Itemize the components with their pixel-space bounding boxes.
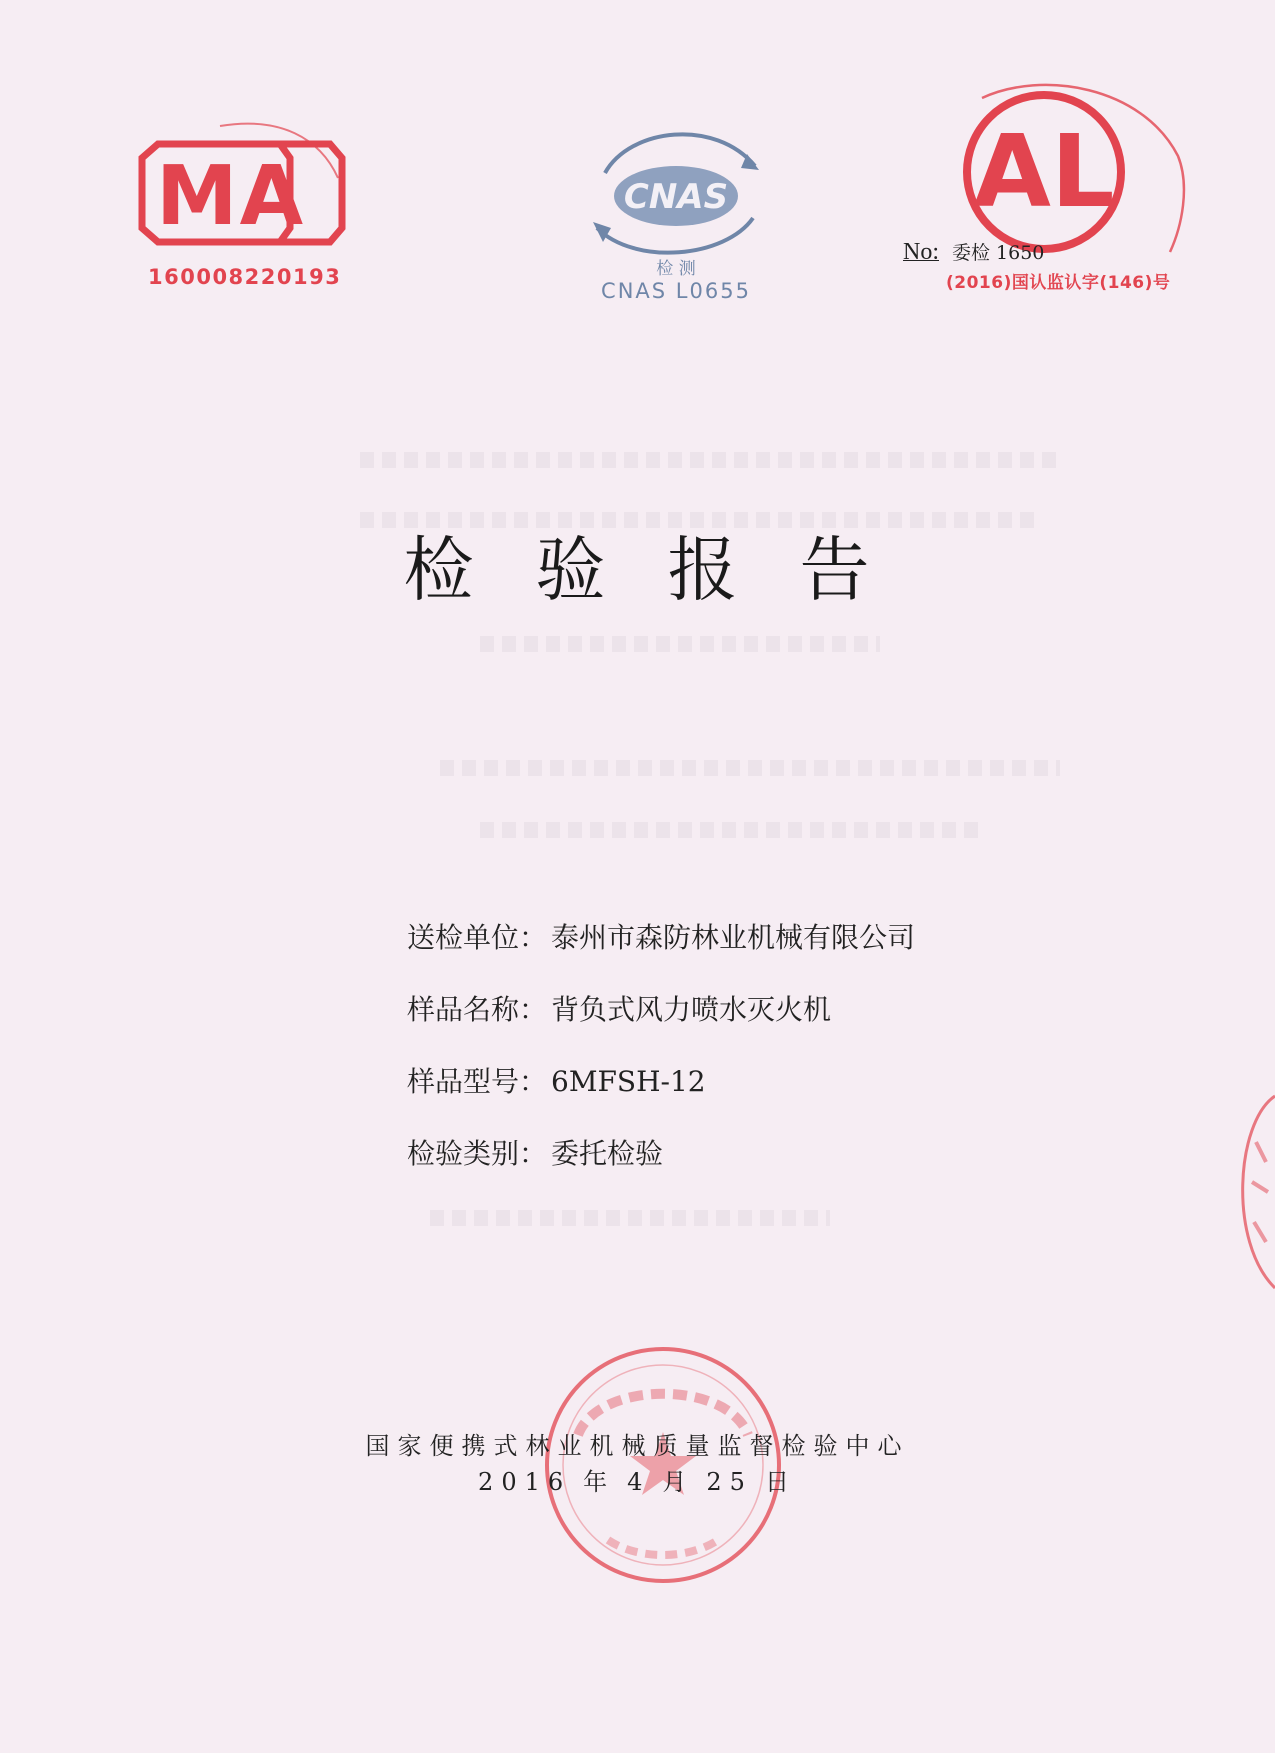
cal-letters: AL <box>973 113 1115 230</box>
date-month: 4 <box>627 1468 651 1496</box>
report-number-label: No: <box>903 239 939 265</box>
bleed-through-line <box>440 760 1060 776</box>
field-sample-model <box>407 1060 706 1100</box>
date-year: 2016 <box>478 1468 572 1496</box>
field-label: 送检单位： <box>407 921 548 954</box>
accreditation-code: (2016)国认监认字(146)号 <box>946 273 1171 293</box>
date-day: 25 <box>706 1468 753 1496</box>
date-day-unit: 日 <box>764 1468 797 1496</box>
cnas-mark <box>575 118 775 308</box>
cnas-code: CNAS L0655 <box>601 279 751 303</box>
cma-seal <box>130 118 370 298</box>
report-number-value: 委检 1650 <box>952 242 1045 264</box>
field-sample-name <box>407 988 831 1028</box>
date-month-unit: 月 <box>662 1468 695 1496</box>
field-label: 样品型号： <box>407 1065 548 1098</box>
cma-letters: MA <box>156 149 306 244</box>
issuing-organization: 国家便携式林业机械质量监督检验中心 <box>365 1432 910 1460</box>
bleed-through-line <box>360 452 1060 468</box>
field-label: 样品名称： <box>407 993 548 1026</box>
field-label: 检验类别： <box>407 1137 548 1170</box>
field-sender <box>407 916 915 956</box>
cnas-word: CNAS <box>623 177 729 217</box>
field-inspection-type <box>407 1132 663 1172</box>
bleed-through-line <box>430 1210 830 1226</box>
report-number <box>903 238 1044 266</box>
field-value: 背负式风力喷水灭火机 <box>551 993 832 1026</box>
bleed-through-line <box>480 636 880 652</box>
field-value: 委托检验 <box>551 1137 664 1170</box>
date-year-unit: 年 <box>583 1468 616 1496</box>
cma-number: 160008220193 <box>148 265 342 289</box>
edge-seal-fragment <box>1226 1092 1275 1292</box>
issue-date <box>0 1462 1275 1497</box>
bleed-through-line <box>480 822 980 838</box>
cnas-sub-label: 检 测 <box>656 259 696 279</box>
field-value: 6MFSH-12 <box>551 1065 706 1098</box>
report-title: 检验报告 <box>403 529 932 611</box>
field-value: 泰州市森防林业机械有限公司 <box>551 921 916 954</box>
